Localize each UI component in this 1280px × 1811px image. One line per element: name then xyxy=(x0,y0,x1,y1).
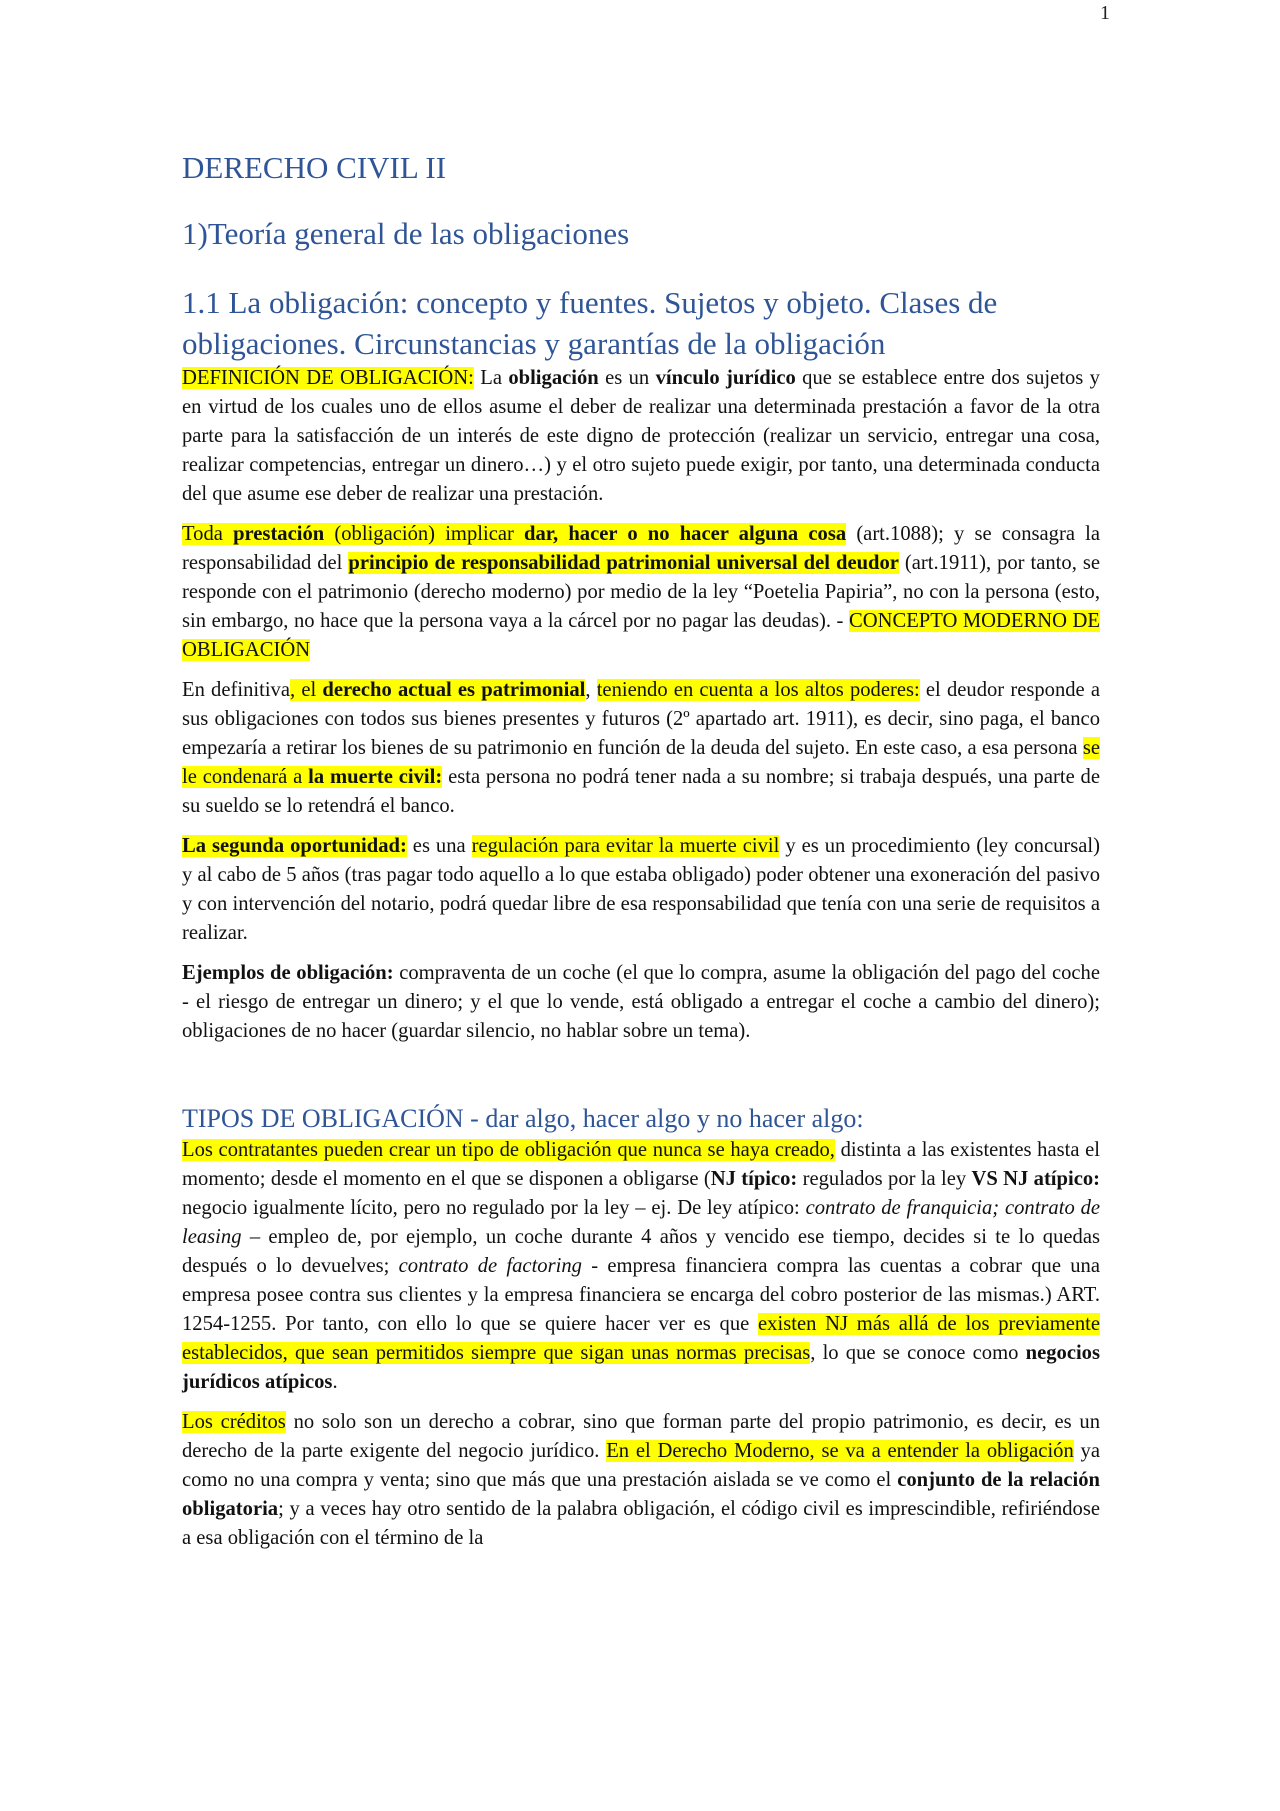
highlight: existen NJ más allá de los previamente establecidos, que sean permitidos siempre que sigan unas normas precisas xyxy=(182,1313,1101,1364)
document-title: DERECHO CIVIL II xyxy=(182,150,447,185)
paragraph-definicion xyxy=(182,364,1100,509)
subheading-tipos: TIPOS DE OBLIGACIÓN - dar algo, hacer algo y no hacer algo: xyxy=(182,1104,864,1133)
italic-term: contrato de factoring xyxy=(398,1255,582,1277)
paragraph-creditos xyxy=(182,1408,1100,1553)
highlight: teniendo en cuenta a los altos poderes: xyxy=(596,679,920,701)
text: Toda xyxy=(182,523,234,545)
highlight: Los créditos xyxy=(182,1411,286,1433)
bold-term: conjunto de la relación obligatoria xyxy=(182,1469,1100,1520)
text: En definitiva xyxy=(182,679,290,701)
text: (obligación) implicar xyxy=(324,523,525,545)
highlight: regulación para evitar la muerte civil xyxy=(471,835,780,857)
text: es una xyxy=(406,835,472,857)
text: distinta a las existentes hasta el momento; desde el momento en el que se disponen a obligarse ( xyxy=(182,1139,1100,1190)
chapter-heading: 1)Teoría general de las obligaciones xyxy=(182,216,630,251)
text: , xyxy=(585,679,597,701)
bold-term: dar, hacer o no hacer alguna cosa xyxy=(524,523,847,545)
document-body xyxy=(182,148,1100,1564)
text: , el xyxy=(289,679,323,701)
paragraph-contratantes xyxy=(182,1136,1100,1397)
paragraph-prestacion xyxy=(182,520,1100,665)
italic-term: contrato de franquicia; contrato de leasing xyxy=(182,1197,1101,1248)
section-heading: 1.1 La obligación: concepto y fuentes. Sujetos y objeto. Clases de obligaciones. Circunstancias y garantías de la obligación xyxy=(182,285,998,361)
highlight-bold-term: La segunda oportunidad: xyxy=(182,835,407,857)
paragraph-ejemplos xyxy=(182,959,1100,1046)
bold-term: negocios jurídicos atípicos xyxy=(182,1342,1100,1393)
highlight: En el Derecho Moderno, se va a entender la obligación xyxy=(606,1440,1074,1462)
text: La xyxy=(473,367,509,389)
text: se le condenará a xyxy=(182,737,1100,788)
bold-term: prestación xyxy=(233,523,325,545)
highlight-definicion-label: DEFINICIÓN DE OBLIGACIÓN: xyxy=(182,367,474,389)
text: - empresa financiera compra las cuentas a cobrar que una empresa posee contra sus clientes y la empresa financiera se encarga del cobro posterior de las mismas.) ART. 1254-1255. Por tanto, con ello lo que se quiere hacer ver es que xyxy=(182,1255,1100,1335)
bold-term: VS NJ atípico: xyxy=(971,1168,1101,1190)
text: ya como no una compra y venta; sino que más que una prestación aislada se ve como el xyxy=(182,1440,1100,1491)
bold-term: obligación xyxy=(508,367,599,389)
paragraph-segunda-oportunidad xyxy=(182,832,1100,948)
highlight-bold-principio: principio de responsabilidad patrimonial universal del deudor xyxy=(348,552,899,574)
highlight xyxy=(182,523,846,545)
highlight: Los contratantes pueden crear un tipo de obligación que nunca se haya creado, xyxy=(182,1139,835,1161)
text: . xyxy=(332,1371,338,1393)
text: ; y a veces hay otro sentido de la palabra obligación, el código civil es imprescindible, refiriéndose a esa obligación con el término de la xyxy=(182,1498,1100,1549)
bold-term: vínculo jurídico xyxy=(655,367,796,389)
highlight-concepto-moderno: CONCEPTO MODERNO DE OBLIGACIÓN xyxy=(182,610,1100,661)
text: negocio igualmente lícito, pero no regulado por la ley – ej. De ley atípico: xyxy=(182,1197,806,1219)
paragraph-definitiva xyxy=(182,676,1100,821)
text: es un xyxy=(598,367,656,389)
text: , lo que se conoce como xyxy=(810,1342,1026,1364)
bold-term: Ejemplos de obligación: xyxy=(182,962,394,984)
text: y es un procedimiento (ley concursal) y al cabo de 5 años (tras pagar todo aquello a lo que estaba obligado) poder obtener una exoneración del pasivo y con intervención del notario, podrá quedar libre de esa responsabilidad que tenía con una serie de requisitos a realizar. xyxy=(182,835,1100,944)
bold-term: la muerte civil: xyxy=(308,766,443,788)
text: no solo son un derecho a cobrar, sino que forman parte del propio patrimonio, es decir, es un derecho de la parte exigente del negocio jurídico. xyxy=(182,1411,1100,1462)
bold-term: derecho actual es patrimonial xyxy=(322,679,586,701)
text: compraventa de un coche (el que lo compra, asume la obligación del pago del coche - el riesgo de entregar un dinero; y el que lo vende, está obligado a entregar el coche a cambio del dinero); obligaciones de no hacer (guardar silencio, no hablar sobre un tema). xyxy=(182,962,1100,1042)
text: que se establece entre dos sujetos y en virtud de los cuales uno de ellos asume el deber de realizar una determinada prestación a favor de la otra parte para la satisfacción de un interés de este digno de protección (realizar un servicio, entregar una cosa, realizar competencias, entregar un dinero…) y el otro sujeto puede exigir, por tanto, una determinada conducta del que asume ese deber de realizar una prestación. xyxy=(182,367,1100,505)
text: esta persona no podrá tener nada a su nombre; si trabaja después, una parte de su sueldo se lo retendrá el banco. xyxy=(182,766,1100,817)
bold-term: NJ típico: xyxy=(710,1168,798,1190)
text: (art.1911), por tanto, se responde con el patrimonio (derecho moderno) por medio de la ley “Poetelia Papiria”, no con la persona (esto, sin embargo, no hace que la persona vaya a la cárcel por no pagar las deudas). - xyxy=(182,552,1100,632)
page-number: 1 xyxy=(1100,2,1110,24)
highlight xyxy=(290,679,585,701)
text: (art.1088); y se consagra la responsabilidad del xyxy=(182,523,1101,574)
text: regulados por la ley xyxy=(797,1168,972,1190)
text: el deudor responde a sus obligaciones con todos sus bienes presentes y futuros (2º apartado art. 1911), es decir, sino paga, el banco empezaría a retirar los bienes de su patrimonio en función de la deuda del sujeto. En este caso, a esa persona xyxy=(182,679,1101,759)
text: – empleo de, por ejemplo, un coche durante 4 años y vencido ese tiempo, decides si te lo quedas después o lo devuelves; xyxy=(182,1226,1100,1277)
